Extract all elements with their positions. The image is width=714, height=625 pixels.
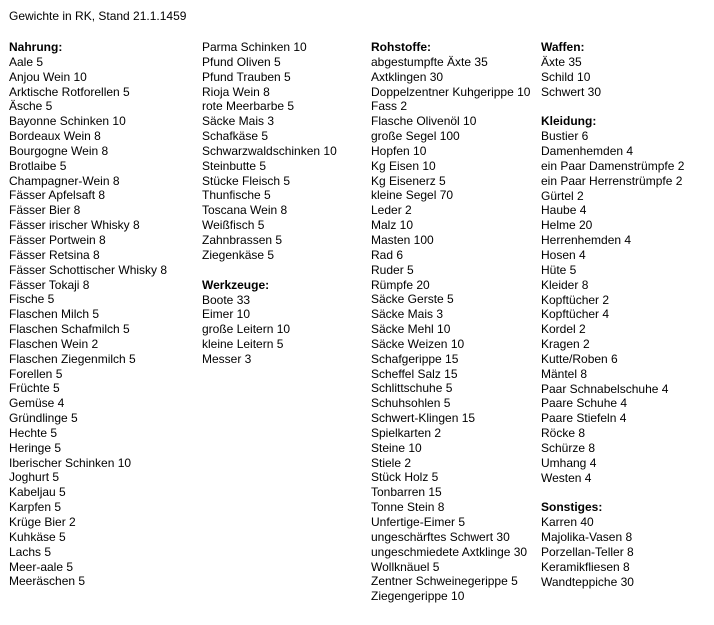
list-item: Kutte/Roben 6 xyxy=(541,351,618,366)
list-item: Flaschen Ziegenmilch 5 xyxy=(9,351,136,366)
list-item: Bordeaux Wein 8 xyxy=(9,129,101,144)
list-item: Damenhemden 4 xyxy=(541,144,634,159)
list-item: Stiele 2 xyxy=(371,455,412,470)
list-item: Karren 40 xyxy=(541,515,594,530)
list-item: große Segel 100 xyxy=(371,129,460,144)
list-item: Meer-aale 5 xyxy=(9,559,74,574)
list-item: Porzellan-Teller 8 xyxy=(541,545,634,559)
list-item: Schürze 8 xyxy=(541,440,596,455)
list-item: Kuhkäse 5 xyxy=(9,529,66,544)
list-item: ungeschärftes Schwert 30 xyxy=(371,529,510,544)
list-item: Äxte 35 xyxy=(541,54,582,69)
list-item: Fässer Bier 8 xyxy=(9,203,81,218)
list-item: Kragen 2 xyxy=(541,337,590,352)
item-list xyxy=(9,55,167,589)
list-item: Champagner-Wein 8 xyxy=(9,173,120,188)
list-item: Flaschen Schafmilch 5 xyxy=(9,322,130,337)
column-2 xyxy=(202,40,337,382)
list-item: Hopfen 10 xyxy=(371,143,427,158)
list-item: Spielkarten 2 xyxy=(371,425,442,440)
list-item: Toscana Wein 8 xyxy=(202,203,288,218)
list-item: Anjou Wein 10 xyxy=(9,69,87,84)
list-item: Doppelzentner Kuhgerippe 10 xyxy=(371,84,531,99)
list-item: Gemüse 4 xyxy=(9,396,65,411)
list-item: Boote 33 xyxy=(202,292,251,307)
list-item: Pfund Trauben 5 xyxy=(202,69,291,84)
list-item: Krüge Bier 2 xyxy=(9,515,76,529)
section-heading: Sonstiges: xyxy=(541,500,603,515)
list-item: Eimer 10 xyxy=(202,307,251,322)
list-item: Stück Holz 5 xyxy=(371,470,439,485)
list-item: Westen 4 xyxy=(541,470,592,485)
list-item: Haube 4 xyxy=(541,203,587,218)
list-item: Fische 5 xyxy=(9,292,55,307)
list-item: Weißfisch 5 xyxy=(202,218,265,233)
list-item: Fässer Tokaji 8 xyxy=(9,277,90,292)
list-item: Kabeljau 5 xyxy=(9,485,66,500)
list-item: Majolika-Vasen 8 xyxy=(541,530,633,545)
list-item: Schuhsohlen 5 xyxy=(371,396,451,411)
section-heading: Rohstoffe: xyxy=(371,40,431,54)
item-list xyxy=(202,40,337,263)
list-item: Brotlaibe 5 xyxy=(9,158,67,173)
list-item: Kg Eisenerz 5 xyxy=(371,173,446,188)
column-3 xyxy=(371,40,530,619)
list-item: Stücke Fleisch 5 xyxy=(202,173,291,188)
list-item: Bustier 6 xyxy=(541,129,589,144)
list-item: kleine Segel 70 xyxy=(371,188,454,203)
section xyxy=(202,40,337,263)
list-item: Wollknäuel 5 xyxy=(371,559,440,574)
list-item: Zentner Schweinegerippe 5 xyxy=(371,574,518,589)
section xyxy=(202,278,337,367)
list-item: Fässer Retsina 8 xyxy=(9,247,100,262)
list-item: Thunfische 5 xyxy=(202,188,271,203)
section xyxy=(9,40,167,589)
list-item: Scheffel Salz 15 xyxy=(371,366,458,381)
list-item: Steinbutte 5 xyxy=(202,158,267,173)
list-item: Röcke 8 xyxy=(541,426,586,441)
list-item: Tonne Stein 8 xyxy=(371,500,445,515)
list-item: Früchte 5 xyxy=(9,381,60,396)
list-item: Wandteppiche 30 xyxy=(541,574,634,589)
list-item: Gründlinge 5 xyxy=(9,411,78,426)
list-item: Tonbarren 15 xyxy=(371,485,442,500)
list-item: Axtklingen 30 xyxy=(371,69,444,84)
column-4 xyxy=(541,40,684,605)
list-item: Meeräschen 5 xyxy=(9,574,86,589)
page-title: Gewichte in RK, Stand 21.1.1459 xyxy=(9,9,187,23)
list-item: Ziegenkäse 5 xyxy=(202,247,275,262)
list-item: Messer 3 xyxy=(202,351,252,366)
list-item: Kleider 8 xyxy=(541,277,589,292)
list-item: Malz 10 xyxy=(371,218,414,233)
item-list xyxy=(541,55,684,100)
list-item: Hüte 5 xyxy=(541,262,577,277)
list-item: Paare Schuhe 4 xyxy=(541,396,628,411)
list-item: Fässer Apfelsaft 8 xyxy=(9,188,106,203)
list-item: Joghurt 5 xyxy=(9,470,60,485)
item-list xyxy=(541,515,684,589)
list-item: Paare Stiefeln 4 xyxy=(541,411,627,426)
list-item: Kordel 2 xyxy=(541,322,586,337)
list-item: Rioja Wein 8 xyxy=(202,84,270,99)
list-item: Forellen 5 xyxy=(9,366,63,381)
list-item: Parma Schinken 10 xyxy=(202,40,307,54)
list-item: Pfund Oliven 5 xyxy=(202,54,281,69)
item-list xyxy=(371,55,530,604)
item-list xyxy=(541,129,684,485)
list-item: Schwert 30 xyxy=(541,84,602,99)
list-item: Schlittschuhe 5 xyxy=(371,381,453,396)
list-item: Kopftücher 2 xyxy=(541,292,610,307)
list-item: ein Paar Damenstrümpfe 2 xyxy=(541,158,685,173)
list-item: Steine 10 xyxy=(371,440,422,455)
section xyxy=(371,40,530,604)
list-item: Heringe 5 xyxy=(9,440,62,455)
section xyxy=(541,500,684,589)
list-item: kleine Leitern 5 xyxy=(202,337,284,352)
list-item: Iberischer Schinken 10 xyxy=(9,455,132,470)
list-item: Schild 10 xyxy=(541,69,591,84)
section-heading: Kleidung: xyxy=(541,114,597,129)
item-list xyxy=(202,293,337,367)
list-item: Äsche 5 xyxy=(9,99,53,114)
list-item: Leder 2 xyxy=(371,203,412,218)
list-item: Herrenhemden 4 xyxy=(541,233,632,248)
list-item: Kopftücher 4 xyxy=(541,307,610,322)
list-item: Rümpfe 20 xyxy=(371,277,430,292)
list-item: Schwarzwaldschinken 10 xyxy=(202,143,337,158)
list-item: Ruder 5 xyxy=(371,262,414,277)
list-item: Säcke Mais 3 xyxy=(202,114,275,129)
section-heading: Waffen: xyxy=(541,40,585,54)
list-item: Fässer Schottischer Whisky 8 xyxy=(9,262,168,277)
section xyxy=(541,40,684,99)
list-item: Säcke Gerste 5 xyxy=(371,292,454,307)
list-item: Ziegengerippe 10 xyxy=(371,589,465,604)
list-item: Umhang 4 xyxy=(541,455,597,470)
list-item: Säcke Mehl 10 xyxy=(371,322,451,337)
list-item: Zahnbrassen 5 xyxy=(202,232,283,247)
list-item: Masten 100 xyxy=(371,232,434,247)
section-heading: Nahrung: xyxy=(9,40,63,54)
list-item: Bourgogne Wein 8 xyxy=(9,143,109,158)
list-item: Säcke Weizen 10 xyxy=(371,336,465,351)
list-item: Schafkäse 5 xyxy=(202,129,269,144)
list-item: Paar Schnabelschuhe 4 xyxy=(541,381,669,396)
list-item: Schwert-Klingen 15 xyxy=(371,411,476,426)
list-item: Flasche Olivenöl 10 xyxy=(371,114,477,129)
list-item: Lachs 5 xyxy=(9,544,52,559)
list-item: ungeschmiedete Axtklinge 30 xyxy=(371,544,528,559)
list-item: Schafgerippe 15 xyxy=(371,351,459,366)
list-item: ein Paar Herrenstrümpfe 2 xyxy=(541,173,683,188)
list-item: Hechte 5 xyxy=(9,425,58,440)
list-item: Hosen 4 xyxy=(541,247,586,262)
list-item: Fässer Portwein 8 xyxy=(9,232,106,247)
list-item: Unfertige-Eimer 5 xyxy=(371,515,466,529)
list-item: Flaschen Wein 2 xyxy=(9,336,99,351)
list-item: Keramikfliesen 8 xyxy=(541,559,630,574)
list-item: Arktische Rotforellen 5 xyxy=(9,84,130,99)
list-item: Mäntel 8 xyxy=(541,366,588,381)
list-item: große Leitern 10 xyxy=(202,322,291,337)
list-item: Fass 2 xyxy=(371,99,408,114)
list-item: Gürtel 2 xyxy=(541,188,584,203)
list-item: Aale 5 xyxy=(9,54,44,69)
section xyxy=(541,114,684,485)
list-item: Rad 6 xyxy=(371,247,404,262)
list-item: Flaschen Milch 5 xyxy=(9,307,100,322)
list-item: Helme 20 xyxy=(541,218,593,233)
list-item: Fässer irischer Whisky 8 xyxy=(9,218,140,233)
list-item: Säcke Mais 3 xyxy=(371,307,444,322)
section-heading: Werkzeuge: xyxy=(202,277,270,292)
list-item: rote Meerbarbe 5 xyxy=(202,99,295,114)
column-1 xyxy=(9,40,167,604)
list-item: Karpfen 5 xyxy=(9,500,62,515)
list-item: abgestumpfte Äxte 35 xyxy=(371,54,488,69)
list-item: Kg Eisen 10 xyxy=(371,158,436,173)
list-item: Bayonne Schinken 10 xyxy=(9,114,126,129)
